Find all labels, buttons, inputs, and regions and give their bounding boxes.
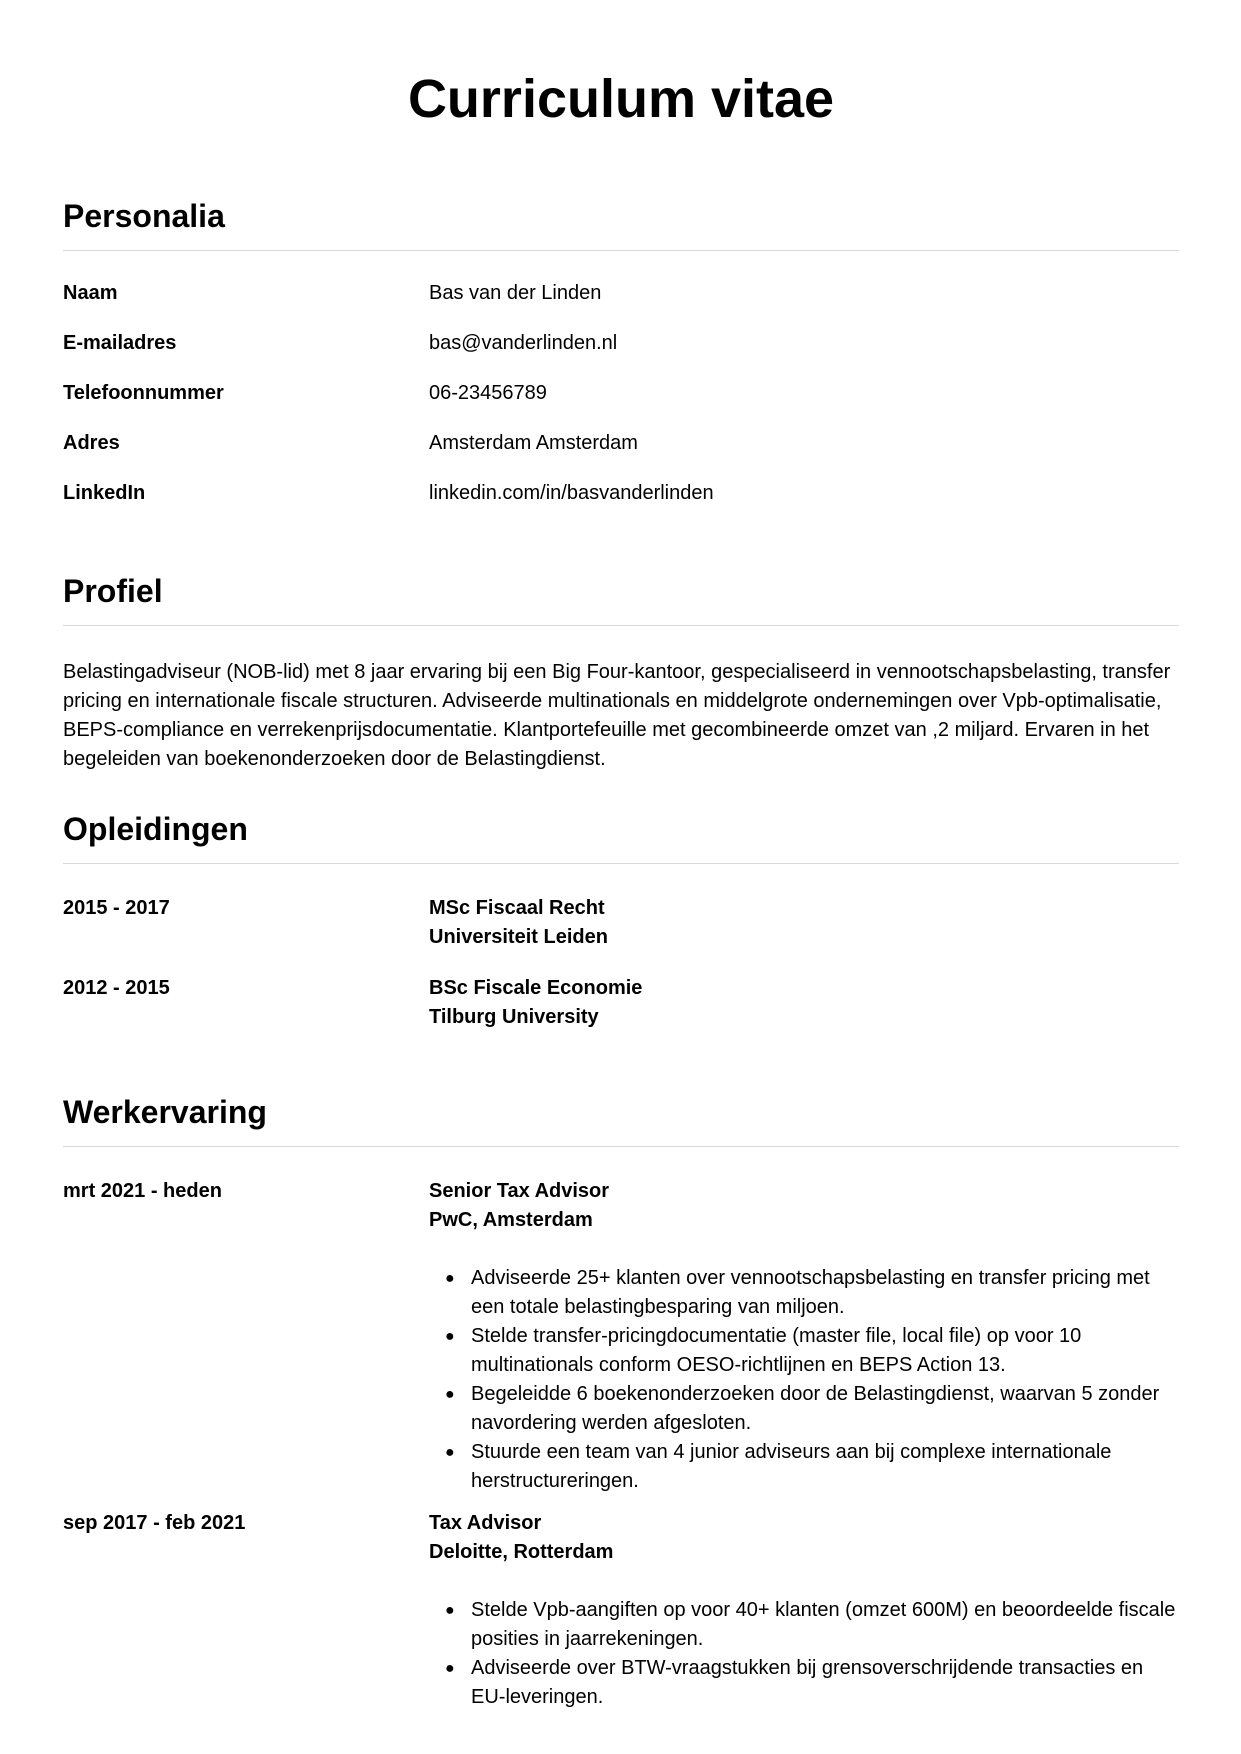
bullet-text: Stelde Vpb-aangiften op voor 40+ klanten (omzet 600M) en beoordeelde fiscale posities in jaarrekeningen. [471, 1599, 1176, 1650]
entry-period: sep 2017 - feb 2021 [63, 1512, 246, 1534]
entry-employer: Deloitte, Rotterdam [429, 1541, 614, 1563]
bullet-item [445, 1264, 1179, 1322]
personalia-row-phone [63, 379, 1179, 429]
entry-job-title: Tax Advisor [429, 1512, 542, 1534]
bullet-icon: ● [445, 1660, 455, 1677]
work-entry [63, 1177, 1179, 1496]
bullet-text: Stelde transfer-pricingdocumentatie (master file, local file) op voor 10 multinationals conform OESO-richtlijnen en BEPS Action 13. [471, 1325, 1082, 1376]
entry-period: mrt 2021 - heden [63, 1180, 222, 1202]
entry-institution: Universiteit Leiden [429, 926, 608, 948]
bullet-item [445, 1596, 1179, 1654]
bullet-item [445, 1322, 1179, 1380]
field-label: E-mailadres [63, 332, 177, 354]
field-value: Bas van der Linden [429, 282, 602, 304]
field-label: Telefoonnummer [63, 382, 224, 404]
bullet-icon: ● [445, 1270, 455, 1287]
personalia-row-linkedin [63, 479, 1179, 529]
entry-body [429, 974, 1179, 1054]
entry-period: 2012 - 2015 [63, 977, 170, 999]
entry-body [429, 1177, 1179, 1496]
section-werkervaring [63, 1090, 1179, 1712]
entry-employer: PwC, Amsterdam [429, 1209, 593, 1231]
entry-period: 2015 - 2017 [63, 897, 170, 919]
section-heading: Opleidingen [63, 807, 1179, 864]
section-heading: Profiel [63, 569, 1179, 626]
bullet-icon: ● [445, 1328, 455, 1345]
entry-title: MSc Fiscaal Recht [429, 897, 605, 919]
field-value: 06-23456789 [429, 382, 547, 404]
profile-text: Belastingadviseur (NOB-lid) met 8 jaar ervaring bij een Big Four-kantoor, gespecialiseerd in vennootschapsbelasting, transfer pricing en internationale fiscale structuren. Adviseerde multinationals en middelgrote ondernemingen over Vpb-optimalisatie, BEPS-compliance en verrekenprijsdocumentatie. Klantportefeuille met gecombineerde omzet van ,2 miljard. Ervaren in het begeleiden van boekenonderzoeken door de Belastingdienst. [63, 661, 1171, 770]
bullet-item [445, 1380, 1179, 1438]
work-entry [63, 1509, 1179, 1712]
entry-title: BSc Fiscale Economie [429, 977, 643, 999]
section-personalia [63, 194, 1179, 529]
education-entry [63, 974, 1179, 1054]
section-heading: Werkervaring [63, 1090, 1179, 1147]
work-list [63, 1177, 1179, 1712]
field-label: LinkedIn [63, 482, 146, 504]
bullet-list [429, 1596, 1179, 1712]
section-profiel [63, 569, 1179, 774]
field-label: Naam [63, 282, 118, 304]
document-title: Curriculum vitae [407, 69, 835, 129]
personalia-table [63, 279, 1179, 529]
bullet-item [445, 1654, 1179, 1712]
bullet-icon: ● [445, 1602, 455, 1619]
bullet-icon: ● [445, 1386, 455, 1403]
field-value: linkedin.com/in/basvanderlinden [429, 482, 714, 504]
field-label: Adres [63, 432, 120, 454]
field-value: bas@vanderlinden.nl [429, 332, 618, 354]
personalia-row-email [63, 329, 1179, 379]
entry-body [429, 1509, 1179, 1712]
bullet-icon: ● [445, 1444, 455, 1461]
bullet-list [429, 1264, 1179, 1496]
personalia-row-naam [63, 279, 1179, 329]
education-entry [63, 894, 1179, 974]
section-heading: Personalia [63, 194, 1179, 251]
bullet-text: Adviseerde 25+ klanten over vennootschapsbelasting en transfer pricing met een totale belastingbesparing van miljoen. [471, 1267, 1150, 1318]
entry-institution: Tilburg University [429, 1006, 599, 1028]
entry-body [429, 894, 1179, 974]
education-list [63, 894, 1179, 1054]
entry-job-title: Senior Tax Advisor [429, 1180, 610, 1202]
bullet-text: Adviseerde over BTW-vraagstukken bij grensoverschrijdende transacties en EU-leveringen. [471, 1657, 1144, 1708]
bullet-text: Begeleidde 6 boekenonderzoeken door de Belastingdienst, waarvan 5 zonder navordering werden afgesloten. [471, 1383, 1160, 1434]
field-value: Amsterdam Amsterdam [429, 432, 638, 454]
bullet-item [445, 1438, 1179, 1496]
personalia-row-address [63, 429, 1179, 479]
bullet-text: Stuurde een team van 4 junior adviseurs aan bij complexe internationale herstructureringen. [471, 1441, 1112, 1492]
section-opleidingen [63, 807, 1179, 1054]
